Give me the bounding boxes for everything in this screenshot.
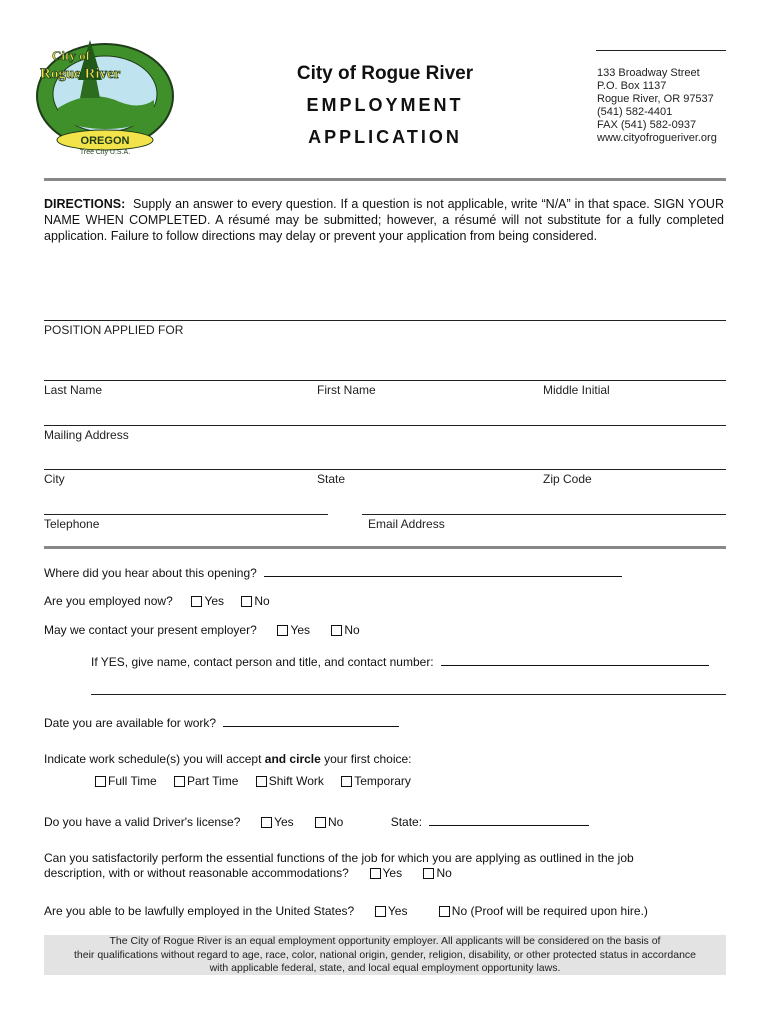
- city-label: City: [44, 472, 65, 486]
- directions-label: DIRECTIONS:: [44, 197, 126, 211]
- address-street: 133 Broadway Street: [597, 67, 700, 79]
- full-time-checkbox[interactable]: [95, 776, 106, 787]
- if-yes-continuation-line[interactable]: [91, 694, 726, 695]
- city-name: City of Rogue River: [296, 63, 474, 84]
- employed-no-checkbox[interactable]: [241, 596, 252, 607]
- city-logo: [30, 28, 180, 156]
- first-name-label: First Name: [317, 383, 376, 397]
- address-phone: (541) 582-4401: [597, 106, 673, 118]
- hear-label: Where did you hear about this opening?: [44, 566, 257, 580]
- employed-yes-checkbox[interactable]: [191, 596, 202, 607]
- contact-yes-label: Yes: [290, 623, 311, 637]
- title-employment: EMPLOYMENT: [306, 95, 464, 115]
- header-divider: [44, 178, 726, 181]
- email-label: Email Address: [368, 517, 445, 531]
- logo-graphic: [30, 28, 180, 156]
- position-line[interactable]: [44, 320, 726, 321]
- lawful-no-checkbox[interactable]: [439, 906, 450, 917]
- perform-yes-label: Yes: [382, 866, 403, 880]
- directions: [44, 196, 724, 244]
- address-citystate: Rogue River, OR 97537: [597, 93, 714, 105]
- last-name-label: Last Name: [44, 383, 103, 397]
- eeo-line1: The City of Rogue River is an equal employment opportunity employer. All applicants will be considered on the basis of: [109, 935, 661, 947]
- license-no-checkbox[interactable]: [315, 817, 326, 828]
- schedule-label-pre: Indicate work schedule(s) you will accept: [44, 752, 265, 766]
- directions-text: Supply an answer to every question. If a question is not applicable, write “N/A” in that space. SIGN YOUR NAME WHEN COMPLETED. A résumé may be submitted; however, a résumé will not substitute for a fully completed application. Failure to follow directions may delay or prevent your application from being considered.: [44, 197, 724, 243]
- logo-name-text: Rogue River: [40, 66, 121, 82]
- employed-label: Are you employed now?: [44, 594, 173, 608]
- license-state-input[interactable]: [429, 813, 589, 826]
- contact-no-label: No: [344, 623, 360, 637]
- if-yes-question: [91, 653, 709, 669]
- shift-work-label: Shift Work: [268, 774, 324, 788]
- available-question: [44, 714, 399, 730]
- perform-yes-checkbox[interactable]: [370, 868, 381, 879]
- temporary-checkbox[interactable]: [341, 776, 352, 787]
- part-time-checkbox[interactable]: [174, 776, 185, 787]
- address-block: [597, 67, 717, 145]
- schedule-label-post: your first choice:: [320, 752, 412, 766]
- lawful-yes-label: Yes: [387, 904, 408, 918]
- middle-initial-label: Middle Initial: [543, 383, 610, 397]
- schedule-label-bold: and circle: [264, 752, 321, 766]
- license-question: [44, 813, 589, 829]
- license-label: Do you have a valid Driver's license?: [44, 815, 241, 829]
- mailing-address-label: Mailing Address: [44, 428, 129, 442]
- schedule-question: [44, 752, 412, 766]
- address-fax: FAX (541) 582-0937: [597, 119, 697, 131]
- telephone-line[interactable]: [44, 514, 328, 515]
- perform-no-label: No: [436, 866, 452, 880]
- license-state-label: State:: [390, 815, 423, 829]
- eeo-line2: their qualifications without regard to age, race, color, national origin, gender, religion, disability, or other protected status in accordance: [74, 948, 696, 961]
- lawful-label: Are you able to be lawfully employed in the United States?: [44, 904, 355, 918]
- hear-question: [44, 564, 622, 580]
- address-web: www.cityofrogueriver.org: [597, 132, 717, 144]
- available-label: Date you are available for work?: [44, 716, 217, 730]
- if-yes-label: If YES, give name, contact person and title, and contact number:: [91, 655, 434, 669]
- contact-no-checkbox[interactable]: [331, 625, 342, 636]
- mailing-address-line[interactable]: [44, 425, 726, 426]
- perform-question-line1: Can you satisfactorily perform the essential functions of the job for which you are applying as outlined in the job: [44, 851, 634, 865]
- position-label: POSITION APPLIED FOR: [44, 323, 184, 337]
- hear-input[interactable]: [264, 564, 622, 577]
- license-no-label: No: [328, 815, 344, 829]
- eeo-statement: [44, 935, 726, 975]
- if-yes-input[interactable]: [441, 653, 709, 666]
- logo-bottom-text: Tree City U.S.A.: [79, 149, 131, 156]
- full-time-label: Full Time: [108, 774, 157, 788]
- employed-question: [44, 594, 284, 608]
- zip-label: Zip Code: [543, 472, 592, 486]
- perform-question-line2: [44, 866, 466, 880]
- license-yes-label: Yes: [274, 815, 294, 829]
- employed-no-label: No: [254, 594, 270, 608]
- name-line[interactable]: [44, 380, 726, 381]
- employed-yes-label: Yes: [204, 594, 225, 608]
- lawful-question: [44, 904, 662, 918]
- contact-label: May we contact your present employer?: [44, 623, 257, 637]
- lawful-no-label: No (Proof will be required upon hire.): [451, 904, 648, 918]
- part-time-label: Part Time: [187, 774, 239, 788]
- contact-yes-checkbox[interactable]: [277, 625, 288, 636]
- address-pobox: P.O. Box 1137: [597, 80, 667, 92]
- contact-question: [44, 623, 374, 637]
- state-label: State: [317, 472, 346, 486]
- perform-no-checkbox[interactable]: [423, 868, 434, 879]
- title-application: APPLICATION: [308, 127, 462, 147]
- logo-state-text: OREGON: [80, 135, 130, 147]
- eeo-line3: with applicable federal, state, and local equal employment opportunity laws.: [209, 962, 561, 974]
- perform-label: description, with or without reasonable accommodations?: [44, 866, 349, 880]
- logo-top-text: City of: [52, 48, 90, 63]
- lawful-yes-checkbox[interactable]: [375, 906, 386, 917]
- available-input[interactable]: [223, 714, 399, 727]
- temporary-label: Temporary: [354, 774, 411, 788]
- address-top-rule: [596, 50, 726, 51]
- city-state-zip-line[interactable]: [44, 469, 726, 470]
- license-yes-checkbox[interactable]: [261, 817, 272, 828]
- section-divider: [44, 546, 726, 549]
- schedule-options: [95, 774, 425, 788]
- telephone-label: Telephone: [44, 517, 100, 531]
- shift-work-checkbox[interactable]: [256, 776, 267, 787]
- email-line[interactable]: [362, 514, 726, 515]
